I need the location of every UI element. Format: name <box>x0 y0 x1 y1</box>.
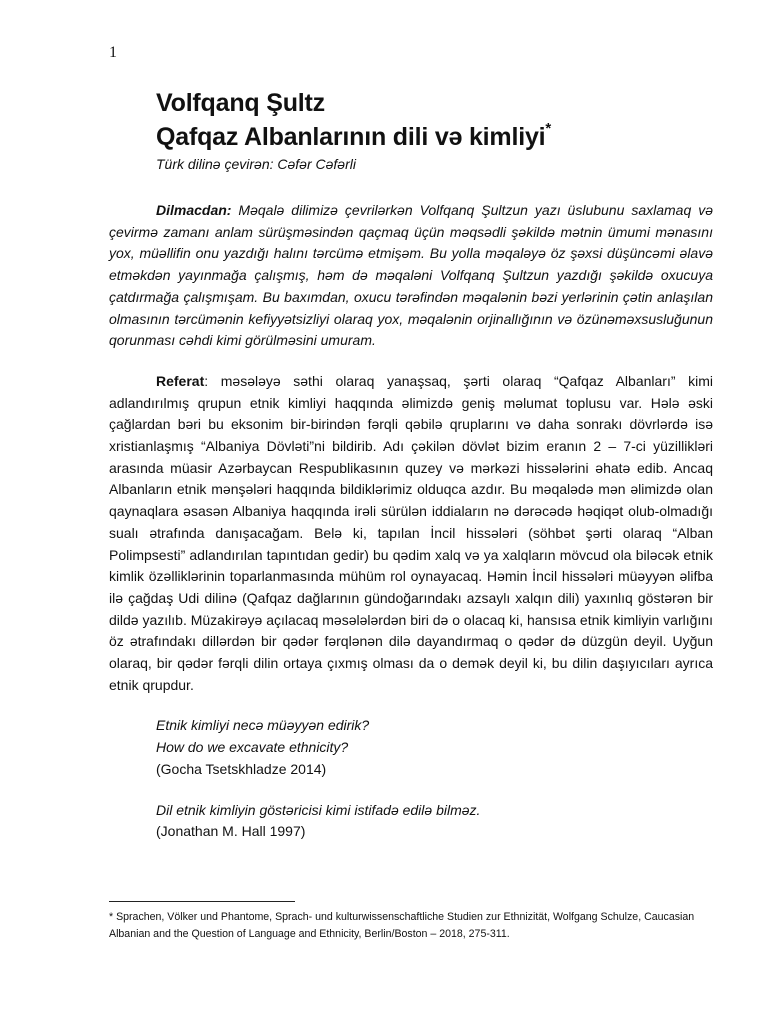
epigraph-2-source: (Jonathan M. Hall 1997) <box>156 823 306 840</box>
abstract-text: : məsələyə səthi olaraq yanaşsaq, şərti olaraq “Qafqaz Albanları” kimi adlandırılmış qrupun etnik kimliyi haqqında əlimizdə geniş məlumat toplusu var. Hələ əski çağlardan bəri bu eksonim bir-birindən fərqli qəbilə qruplarını və daha sonrakı dövrlərdə isə xristianlaşmış “Albaniya Dövləti”ni bildirib. Adı çəkilən dövlət bizim eranın 2 – 7-ci yüzillikləri arasında müasir Azərbaycan Respublikasının quzey və mərkəzi hissələrini əhatə edib. Ancaq Albanların etnik mənşələri haqqında bildiklərimiz olduqca azdır. Bu məqalədə mən əlimizdə olan qaynaqlara əsasən Albaniya haqqında irəli sürülən iddiaların nə dərəcədə həqiqət olub-olmadığı sualı ətrafında danışacağam. Belə ki, tapılan İncil hissələri (söhbət şərti olaraq “Alban Polimpsesti” adlandırılan tapıntıdan gedir) bu qədim xalq və ya xalqların mövcud ola biləcək etnik kimlik özəlliklərinin toparlanmasında mühüm rol oynayacaq. Həmin İncil hissələri müəyyən əlifba ilə çağdaş Udi dilinə (Qafqaz dağlarının gündoğarındakı azsaylı xalqın dili) yaxınlıq göstərən bir dildə yazılıb. Müzakirəyə açılacaq məsələlərdən biri də o olacaq ki, hansısa etnik kimliyin varlığını öz ətrafındakı dillərdən bir qədər fərqlənən dilə dayandırmaq o qədər də düzgün deyil. Uyğun olaraq, bir qədər fərqli dilin ortaya çıxmış olması da o demək deyil ki, bu dilin daşıyıcıları ayrıca etnik qrupdur. <box>109 372 713 693</box>
abstract-paragraph <box>109 371 713 697</box>
epigraph-1 <box>156 715 713 780</box>
translator-note-text: Məqalə dilimizə çevrilərkən Volfqanq Şultzun yazı üslubunu saxlamaq və çevirmə zamanı anlam sürüşməsindən qaçmaq üçün məqsədli şəkildə mətnin ümumi mənasını yox, müəllifin onu yazdığı halını tərcümə etmişəm. Bu yolla məqaləyə öz şəxsi düşüncəmi əlavə etməkdən yayınmağa çalışmış, həm də məqaləni Volfqanq Şultzun yazdığı şəkildə oxucuya çatdırmağa çalışmışam. Bu baxımdan, oxucu tərəfindən məqalənin bəzi yerlərinin çətin anlaşılan olmasının tərcümənin kefiyyətsizliyi olaraq yox, məqalənin orjinallığının və özünəməxsusluğunun qorunması cəhdi kimi görülməsini umuram. <box>109 202 713 349</box>
epigraph-1-line-2: How do we excavate ethnicity? <box>156 739 349 756</box>
epigraph-1-line-1: Etnik kimliyi necə müəyyən edirik? <box>156 717 370 734</box>
translator-note <box>109 200 713 352</box>
article-title-text: Qafqaz Albanlarının dili və kimliyi <box>156 123 546 151</box>
article-title <box>156 120 713 154</box>
article-body <box>109 86 713 862</box>
translator-note-label: Dilmacdan: <box>156 202 232 218</box>
footnote-divider <box>109 901 295 902</box>
author-name: Volfqanq Şultz <box>156 89 325 117</box>
epigraph-2 <box>156 800 713 843</box>
abstract-label: Referat <box>156 372 205 389</box>
page-number: 1 <box>109 44 117 61</box>
epigraph-1-source: (Gocha Tsetskhladze 2014) <box>156 760 327 777</box>
footnote: * Sprachen, Völker und Phantome, Sprach- und kulturwissenschaftliche Studien zur Ethnizität, Wolfgang Schulze, Caucasian Albanian and the Question of Language and Ethnicity, Berlin/Boston – 2018, 275-311. <box>109 911 695 940</box>
title-footnote-marker: * <box>545 120 552 137</box>
epigraph-2-line-1: Dil etnik kimliyin göstəricisi kimi istifadə edilə bilməz. <box>156 801 481 818</box>
translator-credit: Türk dilinə çevirən: Cəfər Cəfərli <box>156 156 356 172</box>
